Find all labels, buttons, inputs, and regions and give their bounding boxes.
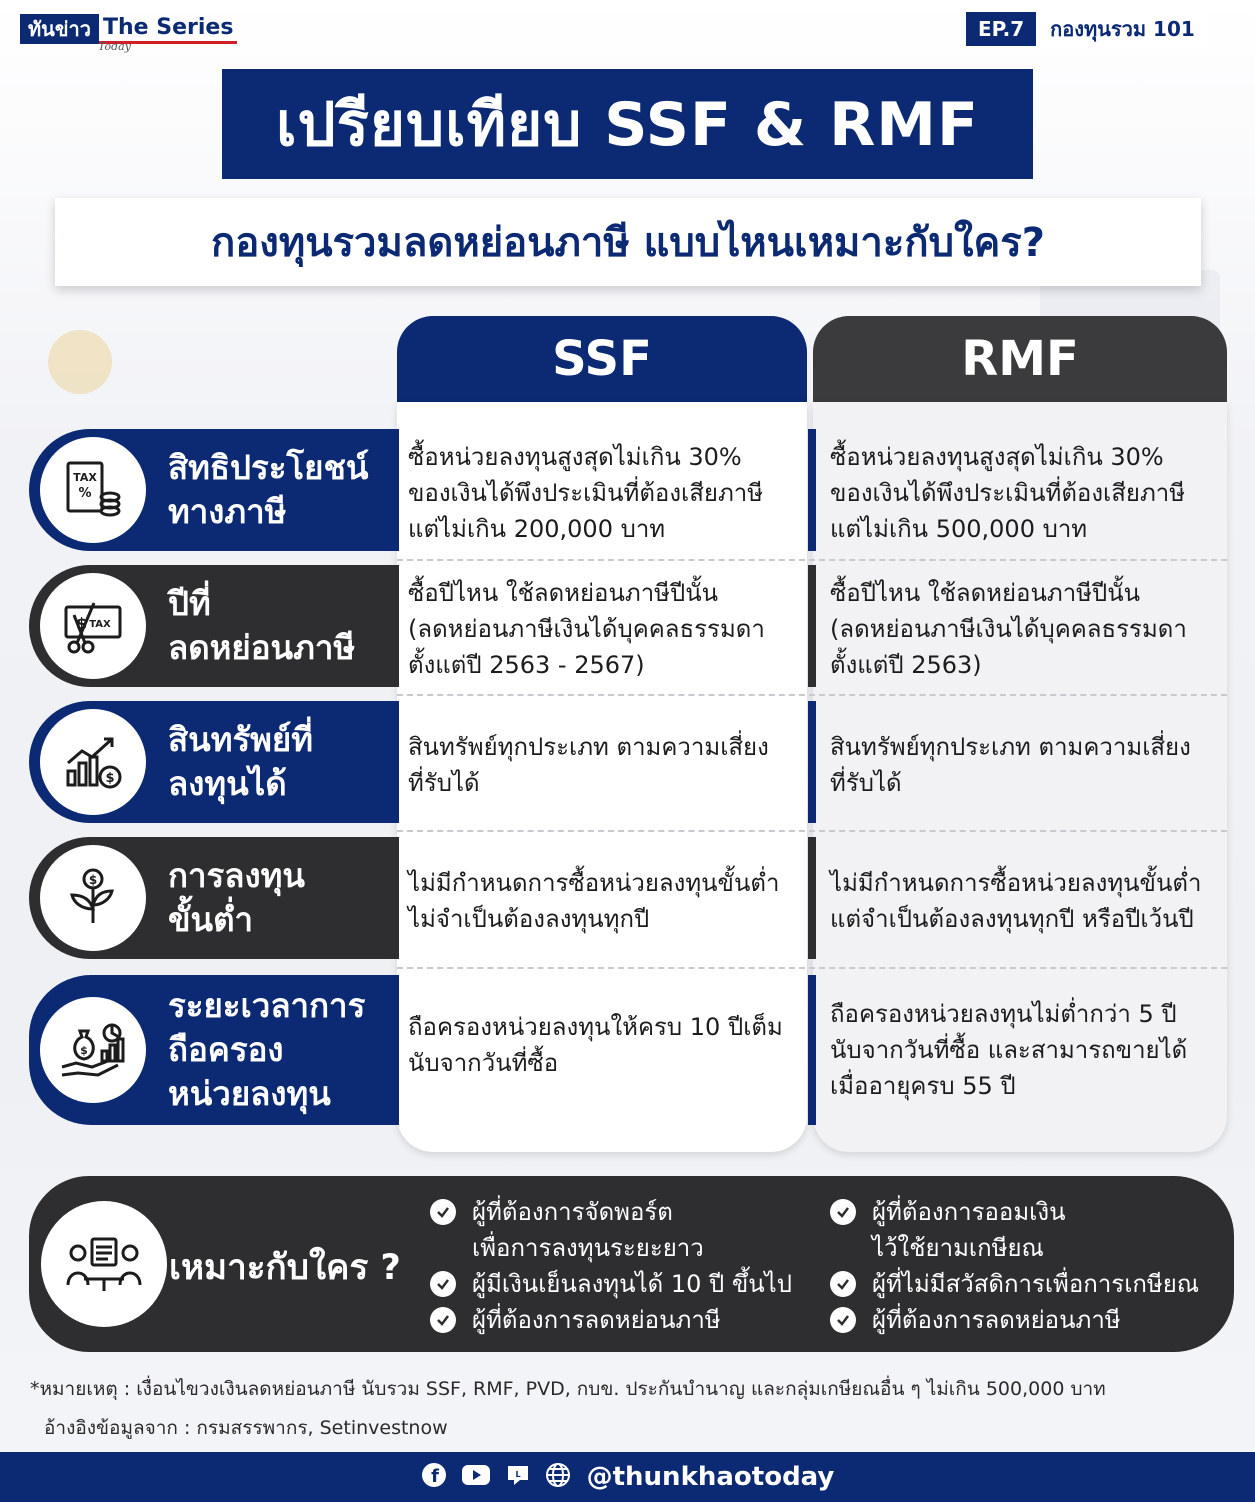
row-divider <box>397 830 1227 832</box>
brand <box>20 12 237 53</box>
episode-number: EP.7 <box>966 12 1036 46</box>
youtube-icon[interactable] <box>461 1464 491 1490</box>
website-icon[interactable] <box>545 1462 571 1492</box>
money-plant-icon <box>40 845 146 951</box>
row-label-text: การลงทุน ขั้นต่ำ <box>168 856 305 939</box>
ssf-assets: สินทรัพย์ทุกประเภท ตามความเสี่ยง ที่รับได้ <box>408 733 769 797</box>
check-icon <box>830 1271 856 1297</box>
episode-title: กองทุนรวม 101 <box>1036 12 1209 46</box>
row-label-tax-benefit <box>29 429 399 551</box>
rmf-column-header: RMF <box>813 316 1227 402</box>
ssf-suitability-text: ผู้มีเงินเย็นลงทุนได้ 10 ปี ขึ้นไป <box>472 1270 792 1298</box>
rmf-suitability-item <box>830 1302 1121 1338</box>
rmf-row-accent <box>808 701 816 823</box>
line-icon[interactable] <box>505 1462 531 1492</box>
row-divider <box>397 967 1227 969</box>
rmf-tax-year: ซื้อปีไหน ใช้ลดหย่อนภาษีปีนั้น (ลดหย่อนภาษีเงินได้บุคคลธรรมดา ตั้งแต่ปี 2563) <box>830 579 1187 679</box>
row-divider <box>397 559 1227 561</box>
brand-series: The Series <box>99 15 237 44</box>
page-subtitle: กองทุนรวมลดหย่อนภาษี แบบไหนเหมาะกับใคร? <box>55 198 1201 286</box>
rmf-suitability-item <box>830 1266 1199 1302</box>
rmf-suitability-text: ผู้ที่ต้องการออมเงิน ไว้ใช้ยามเกษียณ <box>872 1198 1066 1262</box>
ssf-tax-year: ซื้อปีไหน ใช้ลดหย่อนภาษีปีนั้น (ลดหย่อนภาษีเงินได้บุคคลธรรมดา ตั้งแต่ปี 2563 - 2567) <box>408 579 765 679</box>
row-label-text: สินทรัพย์ที่ ลงทุนได้ <box>168 720 314 803</box>
rmf-minimum: ไม่มีกำหนดการซื้อหน่วยลงทุนขั้นต่ำ แต่จำเป็นต้องลงทุนทุกปี หรือปีเว้นปี <box>830 869 1202 933</box>
row-label-tax-year <box>29 565 399 687</box>
ssf-holding-period: ถือครองหน่วยลงทุนให้ครบ 10 ปีเต็ม นับจากวันที่ซื้อ <box>408 1013 783 1077</box>
check-icon <box>430 1199 456 1225</box>
episode-badge <box>966 12 1209 46</box>
ssf-suitability-item <box>430 1194 704 1266</box>
rmf-assets: สินทรัพย์ทุกประเภท ตามความเสี่ยง ที่รับได้ <box>830 733 1191 797</box>
ssf-suitability-text: ผู้ที่ต้องการลดหย่อนภาษี <box>472 1306 721 1334</box>
people-meeting-icon <box>41 1201 167 1327</box>
row-label-holding-period <box>29 975 399 1125</box>
rmf-suitability-text: ผู้ที่ไม่มีสวัสดิการเพื่อการเกษียณ <box>872 1270 1200 1298</box>
rmf-row-accent <box>808 429 816 551</box>
rmf-tax-benefit: ซื้อหน่วยลงทุนสูงสุดไม่เกิน 30% ของเงินได้พึงประเมินที่ต้องเสียภาษี แต่ไม่เกิน 500,000 บาท <box>830 443 1186 543</box>
rmf-suitability-text: ผู้ที่ต้องการลดหย่อนภาษี <box>872 1306 1121 1334</box>
row-label-assets <box>29 701 399 823</box>
ssf-tax-benefit: ซื้อหน่วยลงทุนสูงสุดไม่เกิน 30% ของเงินได้พึงประเมินที่ต้องเสียภาษี แต่ไม่เกิน 200,000 บาท <box>408 443 764 543</box>
svg-text:$: $ <box>88 873 98 887</box>
rmf-row-accent <box>808 565 816 687</box>
svg-text:L: L <box>515 1470 521 1479</box>
ssf-minimum: ไม่มีกำหนดการซื้อหน่วยลงทุนขั้นต่ำ ไม่จำเป็นต้องลงทุนทุกปี <box>408 869 780 933</box>
check-icon <box>430 1307 456 1333</box>
money-bag-hand-icon <box>40 997 146 1103</box>
social-handle[interactable]: @thunkhaotoday <box>586 1462 835 1492</box>
row-label-text: สิทธิประโยชน์ ทางภาษี <box>168 448 369 531</box>
facebook-icon[interactable] <box>421 1462 447 1492</box>
check-icon <box>830 1307 856 1333</box>
svg-text:TAX: TAX <box>73 471 97 484</box>
suitability-title: เหมาะกับใคร ? <box>169 1248 401 1288</box>
svg-text:$: $ <box>80 1044 88 1057</box>
coin-decoration <box>48 330 112 394</box>
ssf-suitability-text: ผู้ที่ต้องการจัดพอร์ต เพื่อการลงทุนระยะยาว <box>472 1198 704 1262</box>
rmf-row-accent <box>808 837 816 959</box>
svg-text:$: $ <box>76 614 88 633</box>
svg-text:TAX: TAX <box>89 619 111 630</box>
rmf-row-accent <box>808 975 816 1125</box>
svg-text:$: $ <box>105 771 115 786</box>
ssf-suitability-item <box>430 1266 792 1302</box>
reference: อ้างอิงข้อมูลจาก : กรมสรรพากร, Setinvestnow <box>44 1417 448 1439</box>
suitability-panel <box>29 1176 1234 1352</box>
tax-document-icon <box>40 437 146 543</box>
growth-chart-icon <box>40 709 146 815</box>
footer-bar <box>0 1452 1255 1502</box>
check-icon <box>830 1199 856 1225</box>
row-label-text: ปีที่ ลดหย่อนภาษี <box>168 584 356 667</box>
tax-cut-scissors-icon <box>40 573 146 679</box>
page-title: เปรียบเทียบ SSF & RMF <box>222 69 1033 179</box>
check-icon <box>430 1271 456 1297</box>
ssf-suitability-item <box>430 1302 721 1338</box>
row-label-minimum <box>29 837 399 959</box>
social-icons <box>421 1462 571 1492</box>
svg-text:%: % <box>78 486 92 501</box>
row-label-text: ระยะเวลาการ ถือครอง หน่วยลงทุน <box>168 986 366 1113</box>
ssf-column-header: SSF <box>397 316 807 402</box>
footnote: *หมายเหตุ : เงื่อนไขวงเงินลดหย่อนภาษี นับรวม SSF, RMF, PVD, กบข. ประกันบำนาญ และกลุ่มเกษียณอื่น ๆ ไม่เกิน 500,000 บาท <box>30 1378 1106 1400</box>
rmf-suitability-item <box>830 1194 1065 1266</box>
brand-tagline: Today <box>98 40 131 53</box>
svg-text:f: f <box>430 1466 439 1487</box>
row-divider <box>397 694 1227 696</box>
brand-logo: ทันข่าว <box>20 14 99 44</box>
rmf-holding-period: ถือครองหน่วยลงทุนไม่ต่ำกว่า 5 ปี นับจากวันที่ซื้อ และสามารถขายได้ เมื่ออายุครบ 55 ปี <box>830 1000 1188 1100</box>
